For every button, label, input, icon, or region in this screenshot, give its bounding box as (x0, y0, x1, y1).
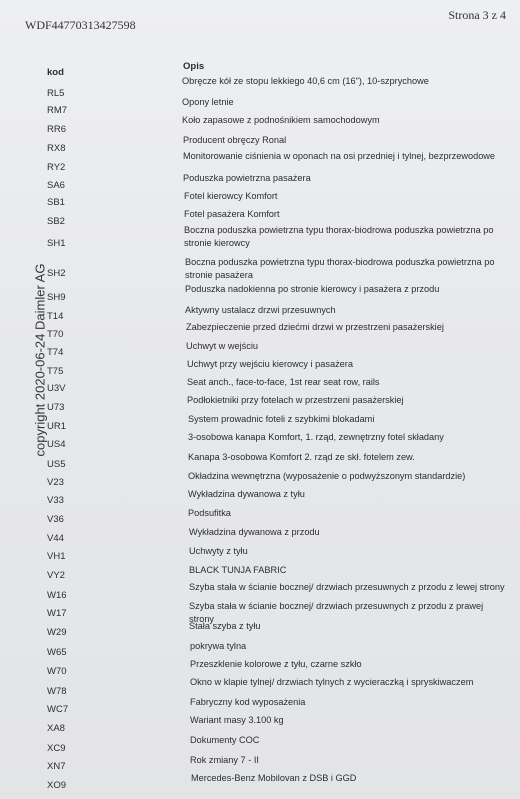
row-description: Szyba stała w ścianie bocznej/ drzwiach przesuwnych z przodu z lewej strony (189, 582, 505, 592)
row-description: Podsufitka (188, 508, 231, 518)
row-description: Wykładzina dywanowa z przodu (189, 527, 320, 537)
row-code: W29 (47, 627, 67, 638)
row-code: XO9 (47, 780, 67, 791)
row-description: Wykładzina dywanowa z tyłu (188, 489, 305, 499)
row-code: U73 (47, 402, 65, 413)
row-description: Aktywny ustalacz drzwi przesuwnych (185, 305, 336, 315)
row-description: Boczna poduszka powietrzna typu thorax-biodrowa poduszka powietrzna po stronie pasażera (185, 257, 495, 280)
row-code: XC9 (47, 743, 66, 754)
row-code: W70 (47, 666, 67, 677)
row-description: Monitorowanie ciśnienia w oponach na osi przedniej i tylnej, bezprzewodowe (183, 151, 496, 161)
row-code: T14 (47, 311, 64, 322)
row-description: Mercedes-Benz Mobilovan z DSB i GGD (191, 773, 357, 783)
row-description: Poduszka nadokienna po stronie kierowcy i pasażera z przodu (185, 284, 440, 294)
row-description: Dokumenty COC (190, 735, 260, 745)
row-description: Uchwyty z tyłu (189, 546, 248, 556)
row-description: Fabryczny kod wyposażenia (190, 697, 306, 707)
row-code: RY2 (47, 162, 66, 173)
row-description: Wariant masy 3.100 kg (190, 715, 284, 725)
row-code: UR1 (47, 421, 67, 432)
row-description: Przeszklenie kolorowe z tyłu, czarne szkło (190, 659, 362, 669)
row-description: 3-osobowa kanapa Komfort, 1. rząd, zewnętrzny fotel składany (188, 432, 444, 442)
row-code: US4 (47, 439, 66, 450)
row-code: WC7 (47, 704, 69, 715)
row-code: V23 (47, 477, 64, 488)
row-description: Uchwyt przy wejściu kierowcy i pasażera (187, 359, 353, 369)
row-code: T74 (47, 347, 64, 358)
row-description: Producent obręczy Ronal (183, 135, 287, 145)
row-description: Kanapa 3-osobowa Komfort 2. rząd ze skł. fotelem zew. (188, 452, 415, 462)
row-code: W16 (47, 590, 67, 601)
row-description: Fotel kierowcy Komfort (184, 191, 278, 201)
row-description: System prowadnic foteli z szybkimi blokadami (188, 414, 375, 424)
row-description: BLACK TUNJA FABRIC (189, 565, 287, 575)
row-code: SB1 (47, 197, 65, 208)
row-description: Koło zapasowe z podnośnikiem samochodowym (182, 115, 380, 125)
row-description: Seat anch., face-to-face, 1st rear seat row, rails (187, 377, 380, 387)
row-code: U3V (47, 383, 66, 394)
row-code: V33 (47, 495, 64, 506)
row-code: SB2 (47, 216, 65, 227)
page-number: Strona 3 z 4 (448, 8, 506, 22)
row-code: RX8 (47, 143, 66, 154)
row-description: Boczna poduszka powietrzna typu thorax-biodrowa poduszka powietrzna po stronie kierowcy (184, 225, 494, 248)
row-code: SH2 (47, 268, 66, 279)
row-description: Fotel pasażera Komfort (184, 209, 280, 219)
row-code: SH1 (47, 238, 66, 249)
row-code: W17 (47, 608, 67, 619)
row-description: Okładzina wewnętrzna (wyposażenie o podwyższonym standardzie) (188, 471, 466, 481)
row-code: T70 (47, 329, 64, 340)
row-code: V36 (47, 514, 64, 525)
row-description: Podłokietniki przy fotelach w przestrzeni pasażerskiej (187, 395, 404, 405)
row-description: Opony letnie (182, 97, 234, 107)
vin-number: WDF44770313427598 (25, 18, 136, 32)
row-description: pokrywa tylna (190, 641, 247, 651)
column-header-code: kod (47, 67, 64, 78)
row-code: SH9 (47, 292, 66, 303)
row-description: Obręcze kół ze stopu lekkiego 40,6 cm (16"), 10-szprychowe (182, 76, 429, 86)
row-description: Uchwyt w wejściu (186, 341, 258, 351)
row-code: US5 (47, 459, 66, 470)
row-description: Okno w klapie tylnej/ drzwiach tylnych z wycieraczką i spryskiwaczem (190, 677, 474, 687)
row-code: W78 (47, 686, 67, 697)
row-description: Rok zmiany 7 - II (190, 755, 259, 765)
copyright-notice: copyright 2020-06-24 Daimler AG (32, 263, 48, 457)
column-header-description: Opis (183, 61, 205, 72)
row-code: XN7 (47, 761, 66, 772)
row-code: T75 (47, 366, 64, 377)
row-code: VH1 (47, 551, 66, 562)
row-description: Stała szyba z tyłu (189, 621, 261, 631)
row-code: VY2 (47, 570, 65, 581)
row-code: V44 (47, 533, 64, 544)
row-code: RM7 (47, 105, 68, 116)
row-code: W65 (47, 647, 67, 658)
row-code: RR6 (47, 124, 67, 135)
row-description: Zabezpieczenie przed dziećmi drzwi w przestrzeni pasażerskiej (186, 322, 444, 332)
row-code: XA8 (47, 723, 65, 734)
row-code: SA6 (47, 180, 65, 191)
row-code: RL5 (47, 88, 65, 99)
row-description: Szyba stała w ścianie bocznej/ drzwiach przesuwnych z przodu z prawej strony (189, 601, 484, 624)
row-description: Poduszka powietrzna pasażera (183, 173, 311, 183)
